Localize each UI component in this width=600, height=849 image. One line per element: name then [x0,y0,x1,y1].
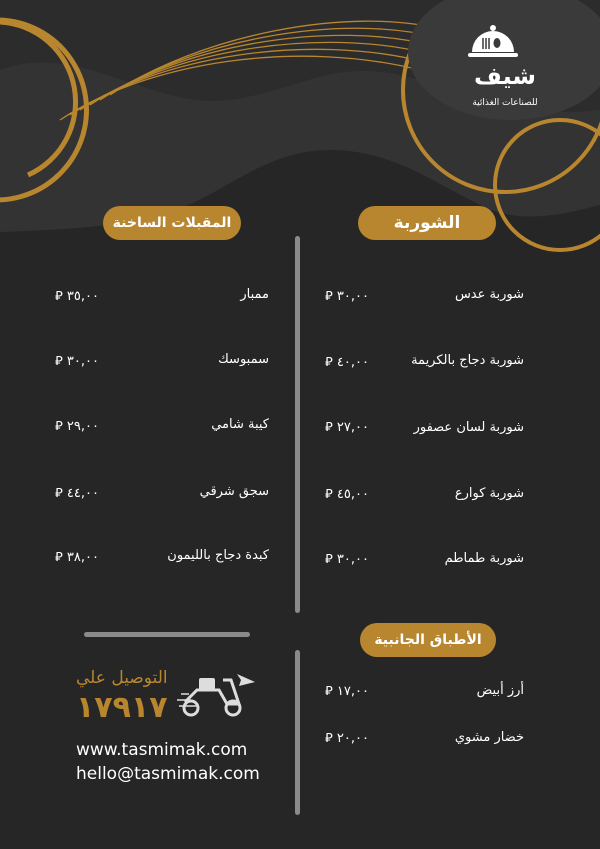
starter-item-name: كبدة دجاج بالليمون [167,548,269,563]
column-divider-lower [295,650,300,815]
riyal-icon: ⃁ [55,419,67,434]
soup-item-name: شوربة عدس [454,287,524,302]
brand-name: شيف [474,62,536,90]
soup-item-name: شوربة طماطم [444,551,524,566]
starter-item-price: ⃁ ٤٤,٠٠ [55,486,99,501]
riyal-icon: ⃁ [55,486,67,501]
website-link[interactable]: www.tasmimak.com [76,740,248,760]
starter-item-name: سمبوسك [218,352,269,367]
riyal-icon: ⃁ [325,684,337,699]
soup-item-price: ⃁ ٤٥,٠٠ [325,487,369,502]
column-divider [295,236,300,613]
riyal-icon: ⃁ [55,354,67,369]
cloche-icon [466,22,520,62]
soup-item-name: شوربة كوارع [454,486,524,501]
email-link[interactable]: hello@tasmimak.com [76,764,260,784]
starter-item-name: كيبة شامي [211,417,269,432]
riyal-icon: ⃁ [325,355,337,370]
side-item-name: خضار مشوي [454,730,524,745]
starter-item-name: ممبار [240,287,269,302]
riyal-icon: ⃁ [325,420,337,435]
side-item-price: ⃁ ١٧,٠٠ [325,684,369,699]
soup-item-name: شوربة دجاج بالكريمة [411,353,524,368]
soup-item-name: شوربة لسان عصفور [413,420,524,435]
starter-item-price: ⃁ ٣٥,٠٠ [55,289,99,304]
starter-item-price: ⃁ ٣٠,٠٠ [55,354,99,369]
side-item-name: أرز أبيض [476,683,524,698]
delivery-label: التوصيل علي [76,668,168,688]
footer-divider [84,632,250,637]
riyal-icon: ⃁ [325,552,337,567]
riyal-icon: ⃁ [55,550,67,565]
soups-header: الشوربة [358,206,496,240]
starter-item-price: ⃁ ٣٨,٠٠ [55,550,99,565]
scooter-icon [175,668,263,720]
soup-item-price: ⃁ ٢٧,٠٠ [325,420,369,435]
riyal-icon: ⃁ [325,487,337,502]
riyal-icon: ⃁ [55,289,67,304]
riyal-icon: ⃁ [325,289,337,304]
sides-header: الأطباق الجانبية [360,623,496,657]
brand-subtitle: للصناعات الغذائية [472,98,538,108]
riyal-icon: ⃁ [325,731,337,746]
soup-item-price: ⃁ ٤٠,٠٠ [325,355,369,370]
hot-starters-header: المقبلات الساخنة [103,206,241,240]
delivery-number: ١٧٩١٧ [76,690,168,725]
soup-item-price: ⃁ ٣٠,٠٠ [325,552,369,567]
soup-item-price: ⃁ ٣٠,٠٠ [325,289,369,304]
side-item-price: ⃁ ٢٠,٠٠ [325,731,369,746]
starter-item-price: ⃁ ٢٩,٠٠ [55,419,99,434]
starter-item-name: سجق شرقي [199,484,269,499]
